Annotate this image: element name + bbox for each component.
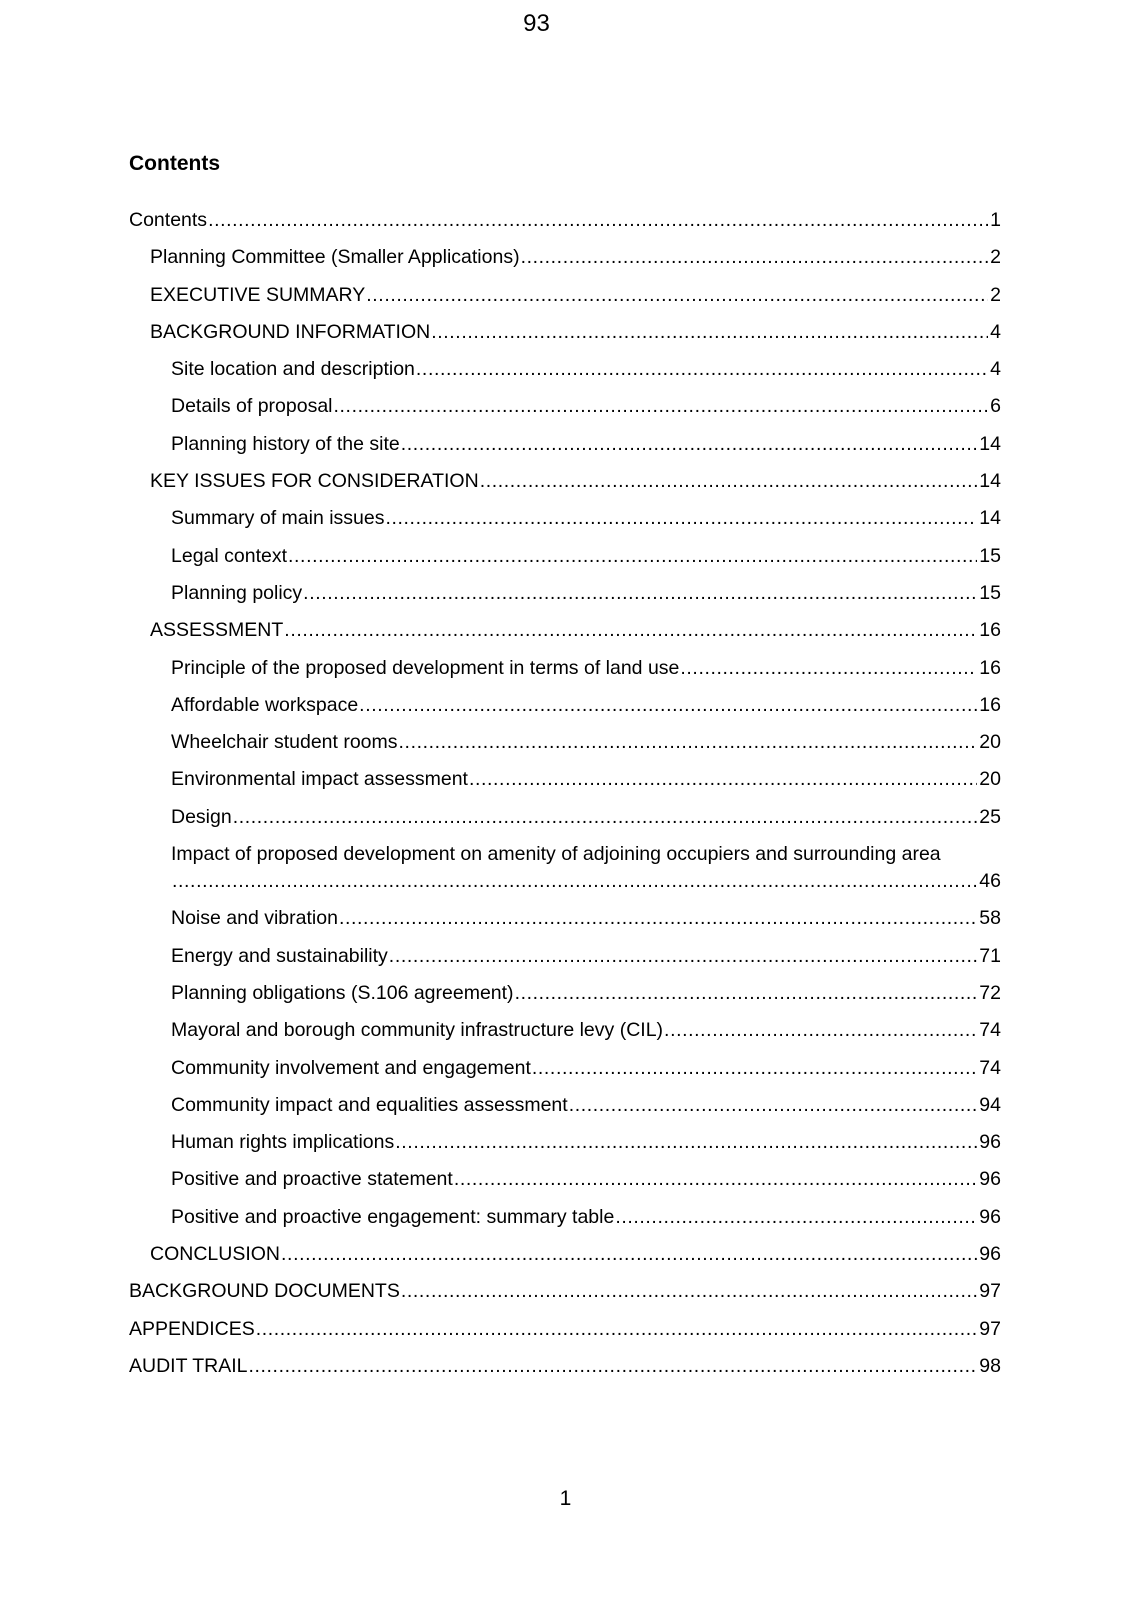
toc-dot-leader bbox=[288, 543, 977, 570]
toc-entry-page-number: 14 bbox=[979, 507, 1001, 530]
toc-entry[interactable] bbox=[129, 1241, 1001, 1268]
table-of-contents bbox=[129, 207, 1001, 1390]
toc-dot-leader bbox=[359, 692, 977, 719]
toc-dot-leader bbox=[385, 505, 977, 532]
toc-entry[interactable] bbox=[129, 943, 1001, 970]
toc-entry-title: Positive and proactive engagement: summary table bbox=[171, 1205, 615, 1228]
toc-entry[interactable] bbox=[129, 393, 1001, 420]
toc-dot-leader bbox=[431, 319, 988, 346]
toc-entry-page-number: 96 bbox=[979, 1205, 1001, 1228]
toc-dot-leader bbox=[248, 1353, 977, 1380]
toc-dot-leader bbox=[172, 868, 977, 895]
toc-entry-page-number: 94 bbox=[979, 1093, 1001, 1116]
toc-entry[interactable] bbox=[129, 468, 1001, 495]
toc-entry[interactable] bbox=[129, 580, 1001, 607]
toc-entry-page-number: 20 bbox=[979, 768, 1001, 791]
toc-dot-leader bbox=[416, 356, 988, 383]
toc-entry-page-number: 97 bbox=[979, 1317, 1001, 1340]
toc-entry[interactable] bbox=[129, 905, 1001, 932]
toc-entry-page-number: 97 bbox=[979, 1280, 1001, 1303]
toc-dot-leader bbox=[389, 943, 978, 970]
toc-entry-title: Community involvement and engagement bbox=[171, 1056, 531, 1079]
toc-entry-title: Site location and description bbox=[171, 358, 415, 381]
toc-entry[interactable] bbox=[129, 841, 1001, 895]
toc-dot-leader bbox=[395, 1129, 977, 1156]
toc-entry-title: Design bbox=[171, 805, 232, 828]
toc-entry-title: Environmental impact assessment bbox=[171, 768, 468, 791]
toc-entry-title: CONCLUSION bbox=[150, 1243, 281, 1266]
toc-entry-title: Principle of the proposed development in terms of land use bbox=[171, 656, 680, 679]
toc-entry-page-number: 25 bbox=[979, 805, 1001, 828]
toc-entry[interactable] bbox=[129, 766, 1001, 793]
toc-entry[interactable] bbox=[129, 1129, 1001, 1156]
toc-entry-title: Positive and proactive statement bbox=[171, 1168, 453, 1191]
toc-entry[interactable] bbox=[129, 729, 1001, 756]
toc-dot-leader bbox=[532, 1055, 977, 1082]
toc-entry[interactable] bbox=[129, 356, 1001, 383]
footer-page-number: 1 bbox=[559, 1487, 572, 1510]
toc-dot-leader bbox=[284, 617, 977, 644]
toc-entry-page-number: 15 bbox=[979, 581, 1001, 604]
toc-entry[interactable] bbox=[129, 804, 1001, 831]
toc-entry-page-number: 2 bbox=[990, 283, 1001, 306]
toc-entry[interactable] bbox=[129, 1166, 1001, 1193]
toc-entry-page-number: 1 bbox=[990, 209, 1001, 231]
toc-dot-leader bbox=[664, 1017, 977, 1044]
toc-entry[interactable] bbox=[129, 1017, 1001, 1044]
toc-dot-leader bbox=[515, 980, 978, 1007]
toc-entry-title: Legal context bbox=[171, 544, 288, 567]
toc-entry[interactable] bbox=[129, 505, 1001, 532]
toc-dot-leader bbox=[233, 804, 978, 831]
toc-entry[interactable] bbox=[129, 692, 1001, 719]
toc-entry-page-number: 15 bbox=[979, 544, 1001, 567]
toc-entry-title: Details of proposal bbox=[171, 395, 333, 418]
toc-entry-title: Planning Committee (Smaller Applications) bbox=[150, 246, 520, 269]
toc-entry-title: Energy and sustainability bbox=[171, 944, 388, 967]
toc-dot-leader bbox=[569, 1092, 978, 1119]
toc-dot-leader bbox=[366, 282, 988, 309]
toc-entry-title: ASSESSMENT bbox=[150, 619, 284, 642]
toc-entry[interactable] bbox=[129, 655, 1001, 682]
toc-dot-leader bbox=[401, 431, 978, 458]
toc-entry[interactable] bbox=[129, 543, 1001, 570]
toc-entry[interactable] bbox=[129, 1316, 1001, 1343]
toc-entry-page-number: 6 bbox=[990, 395, 1001, 418]
toc-dot-leader bbox=[339, 905, 977, 932]
toc-entry-title: Mayoral and borough community infrastructure levy (CIL) bbox=[171, 1019, 664, 1042]
toc-entry-page-number: 96 bbox=[979, 1131, 1001, 1154]
toc-dot-leader bbox=[399, 729, 978, 756]
toc-entry-page-number: 58 bbox=[979, 907, 1001, 930]
toc-entry-title: Noise and vibration bbox=[171, 907, 338, 930]
toc-entry-title: EXECUTIVE SUMMARY bbox=[150, 283, 366, 306]
toc-entry-title: BACKGROUND INFORMATION bbox=[150, 320, 431, 343]
toc-dot-leader bbox=[454, 1166, 977, 1193]
toc-entry[interactable] bbox=[129, 1278, 1001, 1305]
toc-entry-page-number: 74 bbox=[979, 1056, 1001, 1079]
toc-dot-leader bbox=[303, 580, 977, 607]
toc-entry[interactable] bbox=[129, 1092, 1001, 1119]
toc-entry-page-number: 20 bbox=[979, 731, 1001, 754]
toc-entry-page-number: 14 bbox=[979, 470, 1001, 493]
toc-entry-title: Wheelchair student rooms bbox=[171, 731, 398, 754]
toc-entry-title: Planning history of the site bbox=[171, 432, 400, 455]
toc-entry-title: AUDIT TRAIL bbox=[129, 1354, 248, 1377]
toc-dot-leader bbox=[615, 1204, 977, 1231]
toc-dot-leader bbox=[256, 1316, 978, 1343]
toc-dot-leader bbox=[334, 393, 989, 420]
toc-entry[interactable] bbox=[129, 1353, 1001, 1380]
toc-dot-leader bbox=[281, 1241, 977, 1268]
toc-entry-title: Community impact and equalities assessment bbox=[171, 1093, 568, 1116]
toc-entry-title: Human rights implications bbox=[171, 1131, 395, 1154]
toc-entry-page-number: 4 bbox=[990, 358, 1001, 381]
toc-dot-leader bbox=[208, 207, 988, 234]
toc-entry[interactable] bbox=[129, 1204, 1001, 1231]
toc-entry-title: KEY ISSUES FOR CONSIDERATION bbox=[150, 470, 479, 493]
toc-dot-leader bbox=[469, 766, 977, 793]
toc-entry-page-number: 2 bbox=[990, 246, 1001, 269]
toc-entry[interactable] bbox=[129, 244, 1001, 271]
toc-entry[interactable] bbox=[129, 1055, 1001, 1082]
toc-entry[interactable] bbox=[129, 980, 1001, 1007]
toc-entry-page-number: 72 bbox=[979, 981, 1001, 1004]
toc-dot-leader bbox=[521, 244, 989, 271]
toc-entry-page-number: 96 bbox=[979, 1168, 1001, 1191]
toc-entry-page-number: 16 bbox=[979, 693, 1001, 716]
toc-dot-leader bbox=[680, 655, 977, 682]
toc-entry-title: Impact of proposed development on amenity of adjoining occupiers and surrounding area bbox=[171, 843, 941, 866]
toc-entry-title: Planning obligations (S.106 agreement) bbox=[171, 981, 514, 1004]
toc-entry-title: BACKGROUND DOCUMENTS bbox=[129, 1280, 400, 1303]
toc-entry-page-number: 74 bbox=[979, 1019, 1001, 1042]
toc-entry-page-number: 46 bbox=[979, 870, 1001, 893]
toc-entry-page-number: 14 bbox=[979, 432, 1001, 455]
toc-entry-page-number: 71 bbox=[979, 944, 1001, 967]
toc-entry-title: Planning policy bbox=[171, 581, 303, 604]
toc-entry-title: Affordable workspace bbox=[171, 693, 359, 716]
toc-entry[interactable] bbox=[129, 617, 1001, 644]
toc-entry-title: Contents bbox=[129, 209, 208, 231]
toc-dot-leader bbox=[480, 468, 978, 495]
toc-entry[interactable] bbox=[129, 431, 1001, 458]
toc-dot-leader bbox=[401, 1278, 977, 1305]
toc-entry[interactable] bbox=[129, 319, 1001, 346]
contents-heading: Contents bbox=[129, 152, 220, 175]
toc-entry-page-number: 96 bbox=[979, 1243, 1001, 1266]
toc-entry-title: APPENDICES bbox=[129, 1317, 255, 1340]
header-page-number: 93 bbox=[523, 10, 550, 37]
toc-entry-page-number: 16 bbox=[979, 619, 1001, 642]
toc-entry-title: Summary of main issues bbox=[171, 507, 385, 530]
toc-entry[interactable] bbox=[129, 207, 1001, 234]
toc-entry-page-number: 98 bbox=[979, 1354, 1001, 1377]
toc-entry-page-number: 16 bbox=[979, 656, 1001, 679]
toc-entry[interactable] bbox=[129, 282, 1001, 309]
toc-entry-page-number: 4 bbox=[990, 320, 1001, 343]
